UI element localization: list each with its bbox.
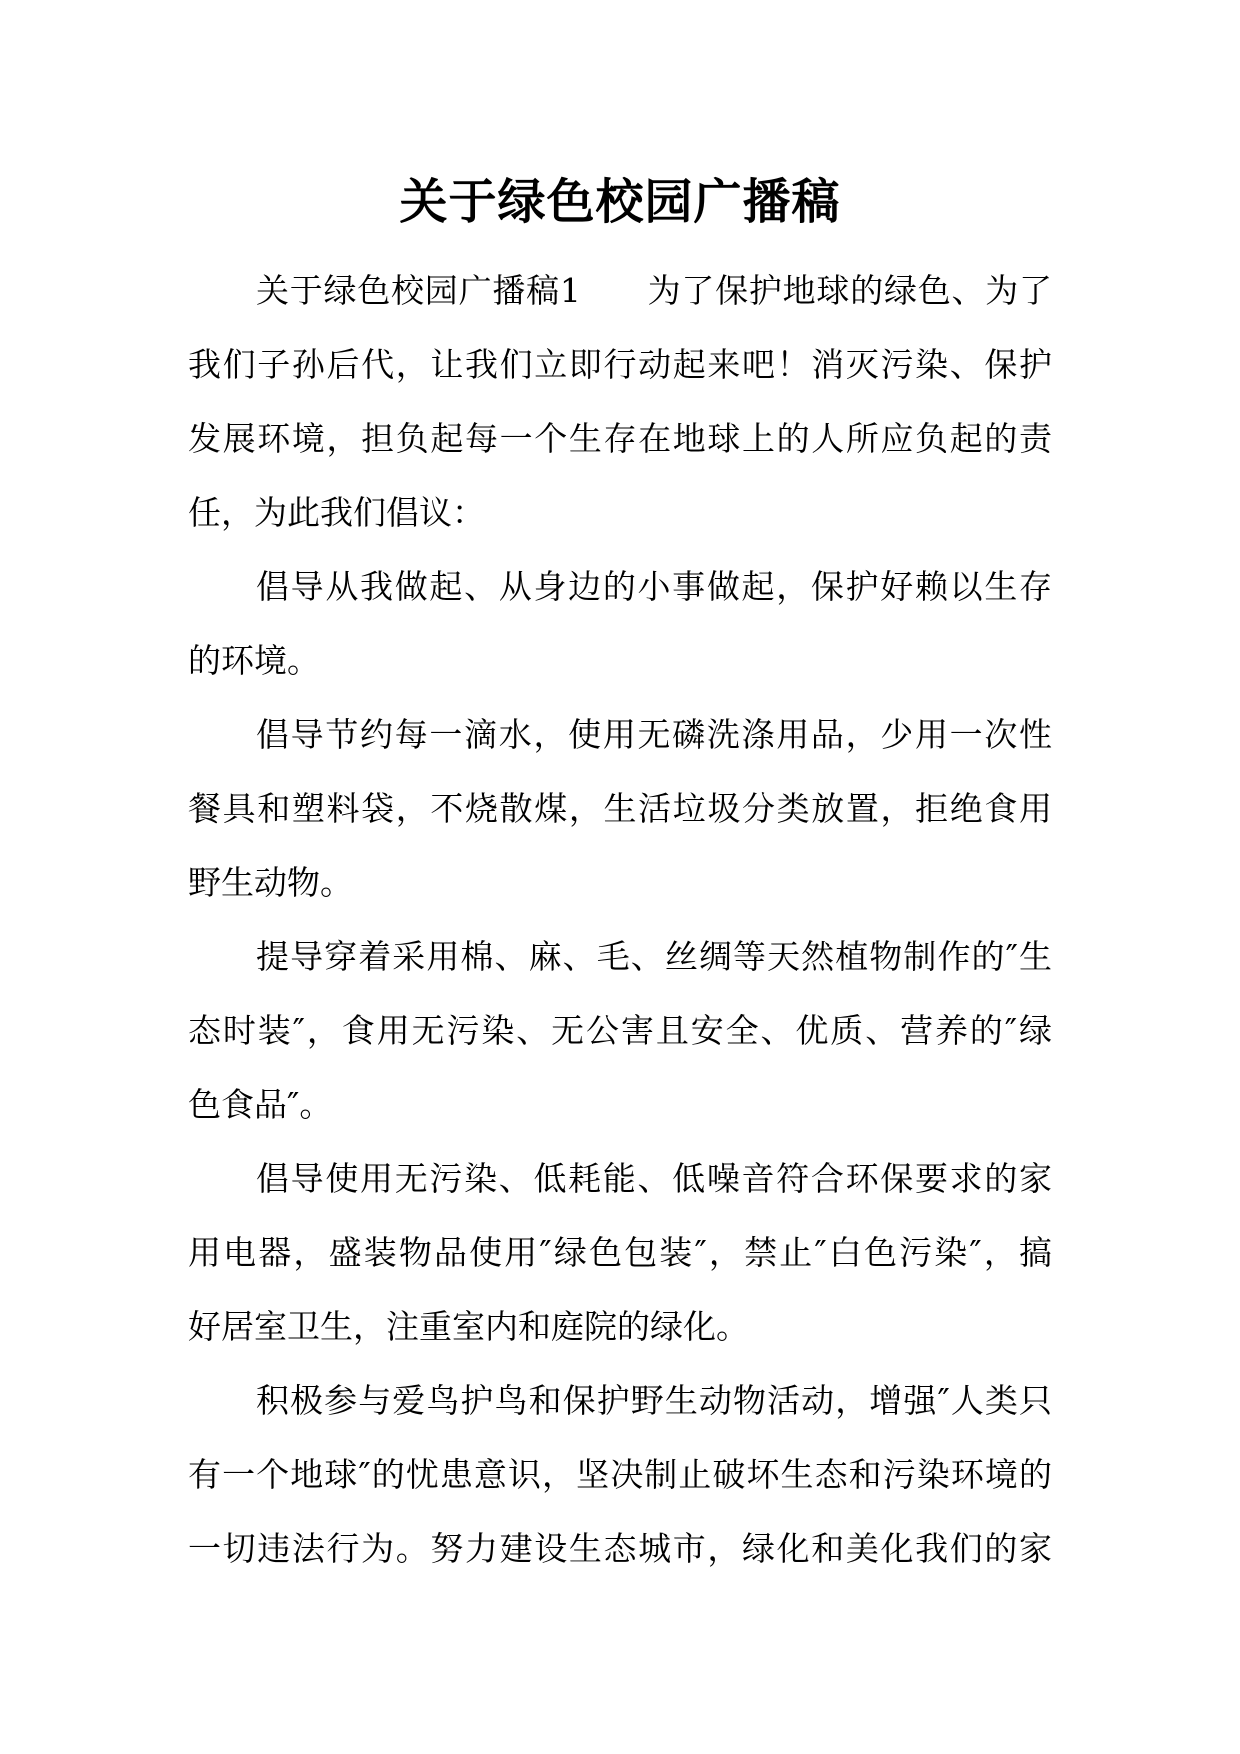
text-line: 好居室卫生，注重室内和庭院的绿化。 xyxy=(188,1307,749,1346)
text-line: 态时装″，食用无污染、无公害且安全、优质、营养的″绿 xyxy=(188,1011,1052,1050)
text-segment: 为了保护地球的绿色、为了 xyxy=(646,271,1053,310)
text-line: 倡导从我做起、从身边的小事做起，保护好赖以生存 xyxy=(256,567,1052,606)
text-line: 的环境。 xyxy=(188,641,320,680)
text-line: 倡导使用无污染、低耗能、低噪音符合环保要求的家 xyxy=(256,1159,1052,1198)
text-line: 色食品″。 xyxy=(188,1085,333,1124)
text-line xyxy=(188,254,1052,328)
text-line: 一切违法行为。努力建设生态城市，绿化和美化我们的家 xyxy=(188,1529,1052,1568)
text-line: 用电器，盛装物品使用″绿色包装″，禁止″白色污染″，搞 xyxy=(188,1233,1052,1272)
text-line: 提导穿着采用棉、麻、毛、丝绸等天然植物制作的″生 xyxy=(256,937,1052,976)
text-line: 发展环境，担负起每一个生存在地球上的人所应负起的责 xyxy=(188,419,1052,458)
text-line: 有一个地球″的忧患意识，坚决制止破坏生态和污染环境的 xyxy=(188,1455,1052,1494)
text-line: 野生动物。 xyxy=(188,863,353,902)
text-line: 倡导节约每一滴水，使用无磷洗涤用品，少用一次性 xyxy=(256,715,1052,754)
document-body xyxy=(188,254,1052,1586)
text-line: 任，为此我们倡议： xyxy=(188,493,485,532)
text-line: 餐具和塑料袋，不烧散煤，生活垃圾分类放置，拒绝食用 xyxy=(188,789,1052,828)
document-title: 关于绿色校园广播稿 xyxy=(399,174,841,230)
section-heading: 关于绿色校园广播稿1 xyxy=(256,271,581,310)
text-line: 我们子孙后代，让我们立即行动起来吧！消灭污染、保护 xyxy=(188,345,1052,384)
text-line: 积极参与爱鸟护鸟和保护野生动物活动，增强″人类只 xyxy=(256,1381,1052,1420)
